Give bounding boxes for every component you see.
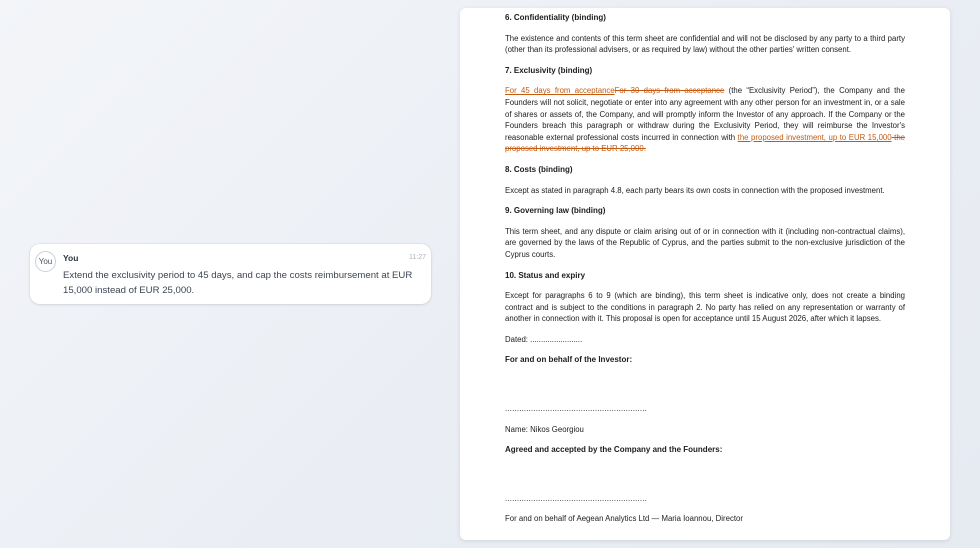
dated-line: Dated: ........................ bbox=[505, 334, 583, 344]
section-10-body: Except for paragraphs 6 to 9 (which are binding), this term sheet is indicative only, does not create a binding contract and is subject to the conditions in paragraph 2. No party has relied on any representation or warranty of another in connection with it. This proposal is open for acceptance until 15 August 2026, after which it lapses. bbox=[505, 291, 905, 324]
section-9-body: This term sheet, and any dispute or claim arising out of or in connection with it (including non-contractual claims), are governed by the laws of the Republic of Cyprus, and the parties submit to the non-exclusive jurisdiction of the Cyprus courts. bbox=[505, 226, 905, 259]
tracked-insertion: the proposed investment, up to EUR 15,000 bbox=[737, 132, 892, 142]
company-signature-line: ............................................................ bbox=[505, 493, 647, 503]
section-8-body: Except as stated in paragraph 4.8, each party bears its own costs in connection with the proposed investment. bbox=[505, 185, 885, 195]
message-timestamp: 11:27 bbox=[409, 254, 426, 261]
user-avatar: You bbox=[35, 251, 56, 272]
signature-space bbox=[505, 465, 905, 493]
signature-space bbox=[505, 375, 905, 403]
message-sender: You bbox=[63, 253, 79, 263]
chat-message-card bbox=[30, 244, 431, 304]
section-8-heading: 8. Costs (binding) bbox=[505, 164, 573, 174]
investor-signature-heading: For and on behalf of the Investor: bbox=[505, 355, 633, 365]
investor-signature-line: ............................................................ bbox=[505, 404, 647, 414]
section-7-body bbox=[505, 85, 905, 155]
section-7-text: (the “Exclusivity Period”), the Company and the Founders will not solicit, negotiate or enter into any agreement with any other person for an investment in, or a sale of shares or assets of, the Company, and will promptly inform the Investor of any approach. If the Company or the Founders breach this paragraph or withdraw during the Exclusivity Period, they will reimburse the Investor's reasonable external professional costs incurred in connection with bbox=[505, 86, 905, 142]
section-6-body: The existence and contents of this term sheet are confidential and will not be disclosed by any party to a third party (other than its professional advisers, or as required by law) without the other parties' written consent. bbox=[505, 33, 905, 55]
document-panel[interactable] bbox=[460, 8, 950, 540]
tracked-deletion: the proposed investment, up to EUR 25,000. bbox=[505, 132, 905, 154]
message-text: Extend the exclusivity period to 45 days, and cap the costs reimbursement at EUR 15,000 instead of EUR 25,000. bbox=[63, 270, 413, 296]
section-9-heading: 9. Governing law (binding) bbox=[505, 206, 606, 216]
document-content bbox=[505, 12, 905, 534]
section-6-heading: 6. Confidentiality (binding) bbox=[505, 13, 606, 22]
tracked-insertion: For 45 days from acceptance bbox=[505, 86, 615, 96]
investor-name: Name: Nikos Georgiou bbox=[505, 424, 584, 434]
section-7-heading: 7. Exclusivity (binding) bbox=[505, 65, 593, 75]
section-10-heading: 10. Status and expiry bbox=[505, 270, 586, 280]
company-signature-heading: Agreed and accepted by the Company and the Founders: bbox=[505, 445, 723, 455]
tracked-deletion: For 30 days from acceptance bbox=[614, 86, 725, 96]
company-signatory: For and on behalf of Aegean Analytics Ltd — Maria Ioannou, Director bbox=[505, 514, 743, 524]
